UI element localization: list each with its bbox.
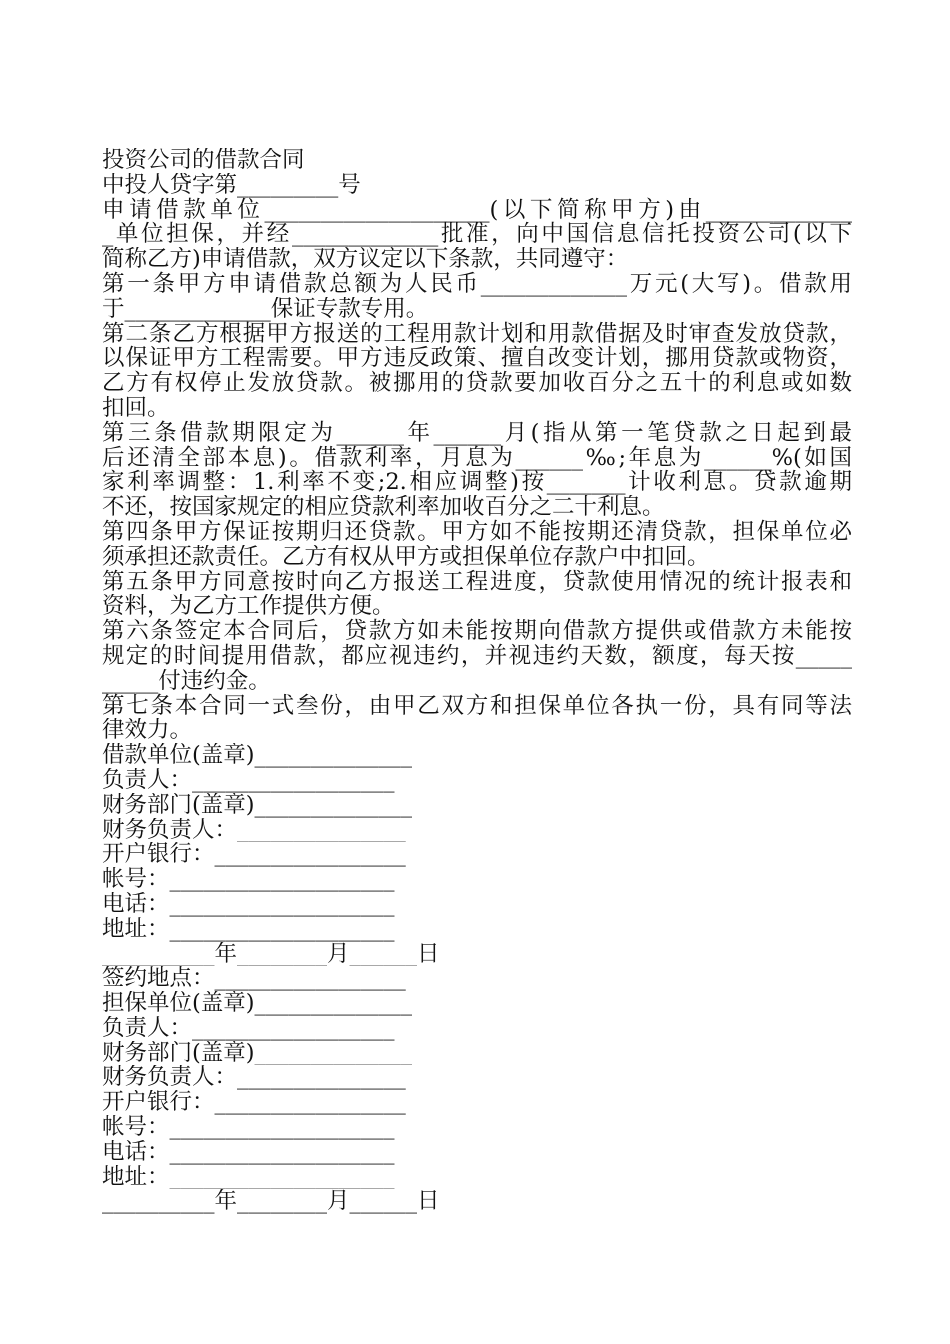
guarantor-bank: 开户银行：_________________ bbox=[102, 1090, 406, 1116]
borrower-account: 帐号：____________________ bbox=[102, 867, 395, 892]
borrower-unit-seal: 借款单位(盖章)______________ bbox=[102, 743, 413, 768]
article-6-line-3: _____付违约金。 bbox=[102, 668, 271, 694]
article-3-line-3: 家利率调整：1.利率不变;2.相应调整)按_______计收利息。贷款逾期 bbox=[102, 469, 852, 496]
article-5-line-1: 第五条甲方同意按时向乙方报送工程进度，贷款使用情况的统计报表和 bbox=[102, 568, 852, 595]
article-6-line-2: 规定的时间提用借款，都应视违约，并视违约天数，额度，每天按_____ bbox=[102, 642, 852, 669]
article-2-line-2: 以保证甲方工程需要。甲方违反政策、擅自改变计划，挪用贷款或物资， bbox=[102, 345, 852, 372]
borrower-finance-dept-seal: 财务部门(盖章)______________ bbox=[102, 792, 413, 818]
guarantor-finance-dept-seal: 财务部门(盖章)______________ bbox=[102, 1040, 413, 1066]
article-1-line-1: 第一条甲方申请借款总额为人民币_____________万元(大写)。借款用 bbox=[102, 270, 852, 297]
borrower-address: 地址：____________________ bbox=[102, 916, 395, 942]
guarantor-address: 地址：____________________ bbox=[102, 1164, 395, 1190]
article-4-line-2: 须承担还款责任。乙方有权从甲方或担保单位存款户中扣回。 bbox=[102, 544, 710, 570]
guarantor-unit-seal: 担保单位(盖章)______________ bbox=[102, 991, 413, 1016]
article-5-line-2: 资料，为乙方工作提供方便。 bbox=[102, 594, 395, 620]
article-2-line-1: 第二条乙方根据甲方报送的工程用款计划和用款借据及时审查发放贷款， bbox=[102, 320, 852, 347]
article-2-line-4: 扣回。 bbox=[102, 395, 170, 421]
article-2-line-3: 乙方有权停止发放贷款。被挪用的贷款要加收百分之五十的利息或如数 bbox=[102, 370, 852, 397]
guarantor-finance-head: 财务负责人：_______________ bbox=[102, 1065, 406, 1091]
article-4-line-1: 第四条甲方保证按期归还贷款。甲方如不能按期还清贷款，担保单位必 bbox=[102, 518, 852, 545]
intro-line-2: _单位担保，并经_____________批准，向中国信息信托投资公司(以下 bbox=[102, 221, 852, 248]
article-6-line-1: 第六条签定本合同后，贷款方如未能按期向借款方提供或借款方未能按 bbox=[102, 618, 852, 645]
borrower-phone: 电话：____________________ bbox=[102, 891, 395, 917]
signing-place: 签约地点：_________________ bbox=[102, 966, 406, 992]
guarantor-person-in-charge: 负责人：__________________ bbox=[102, 1015, 395, 1041]
article-3-line-1: 第三条借款期限定为______年______月(指从第一笔贷款之日起到最 bbox=[102, 419, 852, 446]
article-3-line-2: 后还清全部本息)。借款利率，月息为______‰;年息为______%(如国 bbox=[102, 444, 852, 471]
article-1-line-2: 于_____________保证专款专用。 bbox=[102, 296, 429, 322]
contract-number: 中投人贷字第_________号 bbox=[102, 172, 361, 198]
article-3-line-4: 不还，按国家规定的相应贷款利率加收百分之二十利息。 bbox=[102, 495, 665, 520]
borrower-date: __________年________月______日 bbox=[102, 941, 440, 967]
borrower-finance-head: 财务负责人：_______________ bbox=[102, 817, 406, 843]
guarantor-account: 帐号：____________________ bbox=[102, 1115, 395, 1140]
borrower-bank: 开户银行：_________________ bbox=[102, 842, 406, 868]
contract-page bbox=[102, 148, 852, 1214]
borrower-person-in-charge: 负责人：__________________ bbox=[102, 767, 395, 793]
article-7-line-1: 第七条本合同一式叁份，由甲乙双方和担保单位各执一份，具有同等法 bbox=[102, 692, 852, 719]
guarantor-date: __________年________月______日 bbox=[102, 1189, 440, 1215]
document-title: 投资公司的借款合同 bbox=[102, 148, 305, 173]
guarantor-phone: 电话：____________________ bbox=[102, 1139, 395, 1165]
article-7-line-2: 律效力。 bbox=[102, 718, 193, 744]
intro-line-3: 简称乙方)申请借款，双方议定以下条款，共同遵守： bbox=[102, 247, 629, 272]
intro-line-1: 申请借款单位____________________(以下简称甲方)由_____________ bbox=[102, 196, 852, 223]
